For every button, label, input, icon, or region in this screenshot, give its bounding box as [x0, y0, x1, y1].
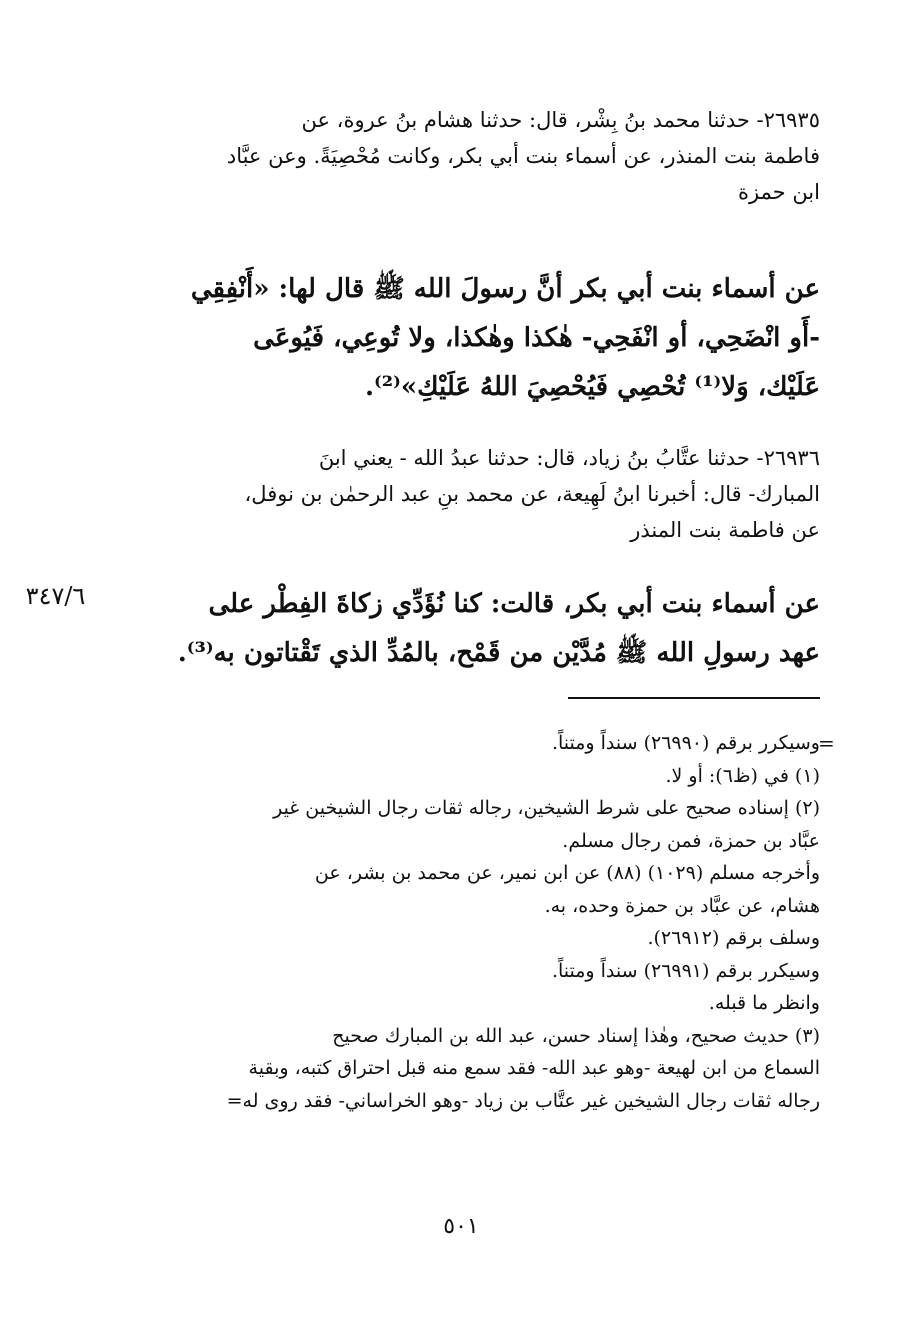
margin-reference: ٣٤٧/٦ [25, 582, 86, 610]
text-line: عهد رسولِ الله ﷺ مُدَّيْن من قَمْح، بالمُدِّ الذي تَقْتاتون به⁽³⁾. [177, 638, 820, 668]
text-line: -أَو انْضَحِي، أو انْفَحِي- هٰكذا وهٰكذا، ولا تُوعِي، فَيُوعَى [253, 323, 820, 353]
text-line: ابن حمزة [737, 180, 820, 204]
footnote-line: السماع من ابن لهيعة -وهو عبد الله- فقد سمع منه قبل احتراق كتبه، وبقية [248, 1057, 820, 1079]
footnote-line: (٢) إسناده صحيح على شرط الشيخين، رجاله ثقات رجال الشيخين غير [273, 797, 820, 819]
footnote-line: (٣) حديث صحيح، وهٰذا إسناد حسن، عبد الله بن المبارك صحيح [332, 1024, 820, 1047]
hadith-2-matn [125, 580, 820, 678]
hadith-1-isnad [125, 102, 820, 210]
text-line: ٢٦٩٣٦- حدثنا عتَّابُ بنُ زياد، قال: حدثنا عبدُ الله - يعني ابنَ [318, 446, 820, 470]
text-line: عن أسماء بنت أبي بكر أنَّ رسولَ الله ﷺ قال لها: «أَنْفِقِي [190, 274, 820, 304]
footnote-line: وانظر ما قبله. [708, 992, 820, 1014]
footnote-line: هشام، عن عبَّاد بن حمزة وحده، به. [544, 894, 820, 917]
text-line: فاطمة بنت المنذر، عن أسماء بنت أبي بكر، وكانت مُحْصِيَةً. وعن عبَّاد [226, 144, 820, 168]
text-line: المبارك- قال: أخبرنا ابنُ لَهِيعة، عن محمد بنِ عبد الرحمٰن بن نوفل، [244, 482, 820, 506]
footnote-line: وسلف برقم (٢٦٩١٢). [647, 927, 820, 949]
footnotes [115, 727, 820, 1117]
footnote-line: رجاله ثقات رجال الشيخين غير عتَّاب بن زياد -وهو الخراساني- فقد روى له= [226, 1089, 820, 1112]
footnote-line: (١) في (ظ٦): أو لا. [665, 764, 820, 787]
hadith-1-matn [125, 265, 820, 412]
hadith-2-isnad [125, 440, 820, 548]
footnote-line: وسيكرر برقم (٢٦٩٩٠) سنداً ومتناً. [551, 732, 820, 754]
text-line: عن فاطمة بنت المنذر [630, 518, 820, 542]
footnote-separator [568, 697, 820, 699]
footnote-line: وسيكرر برقم (٢٦٩٩١) سنداً ومتناً. [551, 959, 820, 982]
page-number: ٥٠١ [443, 1214, 479, 1239]
text-line: عن أسماء بنت أبي بكر، قالت: كنا نُؤَدِّي زكاةَ الفِطْر على [208, 589, 820, 619]
text-line: ٢٦٩٣٥- حدثنا محمد بنُ بِشْر، قال: حدثنا هشام بنُ عروة، عن [301, 108, 820, 132]
footnote-line: عبَّاد بن حمزة، فمن رجال مسلم. [562, 829, 820, 852]
text-line: عَلَيْك، وَلا⁽¹⁾ تُحْصِي فَيُحْصِيَ اللهُ عَلَيْكِ»⁽²⁾. [364, 372, 820, 402]
continuation-mark: = [818, 731, 835, 755]
footnote-line: وأخرجه مسلم (١٠٢٩) (٨٨) عن ابن نمير، عن محمد بن بشر، عن [314, 862, 820, 884]
